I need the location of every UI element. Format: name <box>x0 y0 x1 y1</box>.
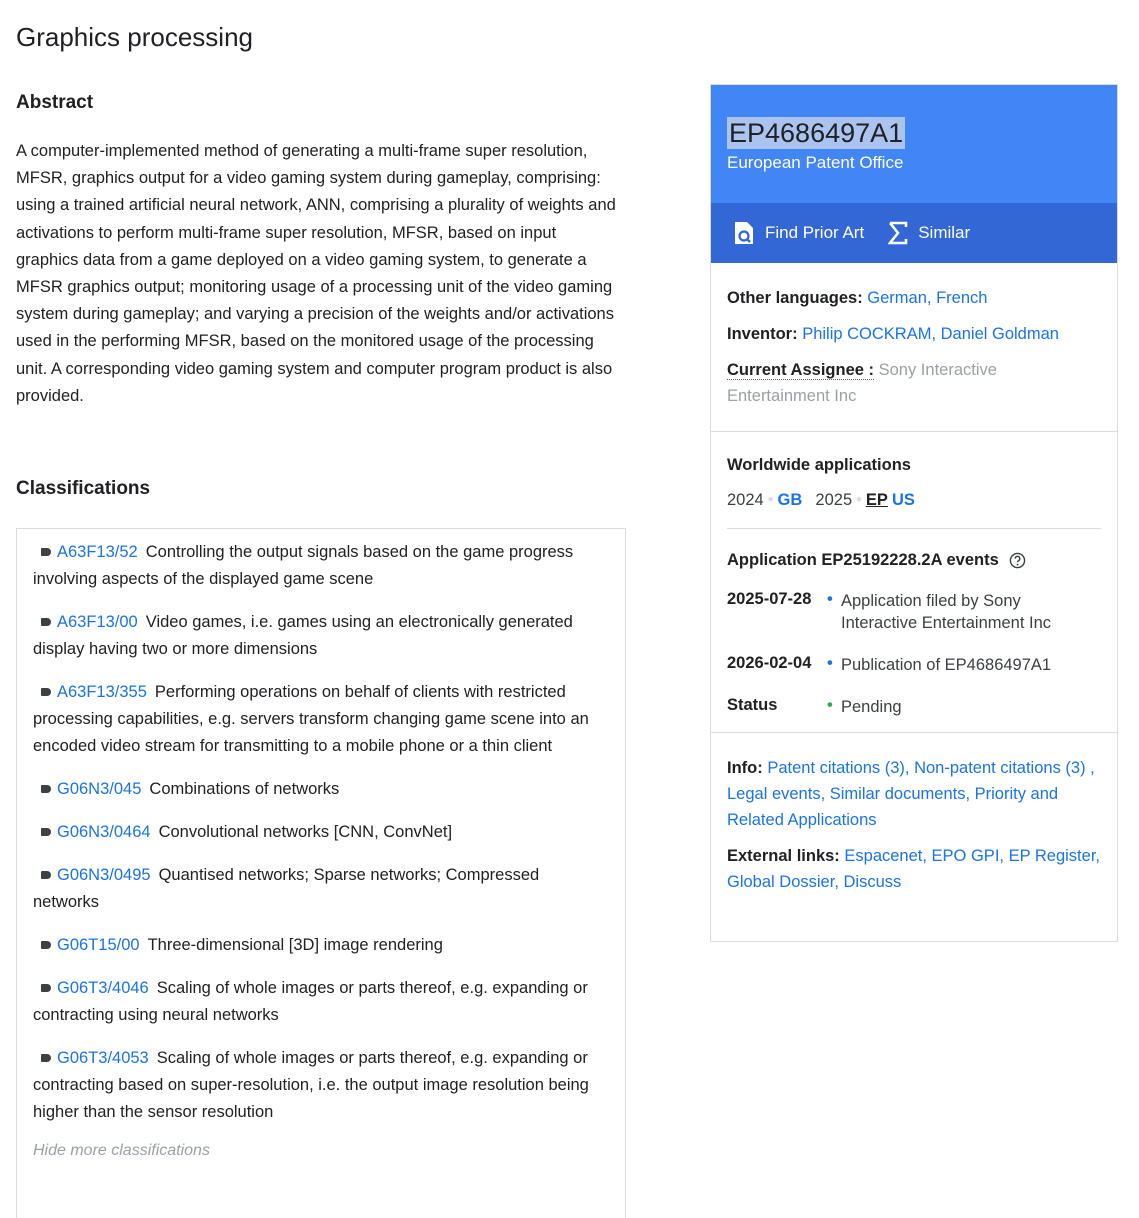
similar-label: Similar <box>918 223 971 242</box>
application-year: 2024 <box>727 491 764 509</box>
other-languages-label: Other languages: <box>727 289 863 307</box>
classification-desc: Scaling of whole images or parts thereof, e.g. expanding or contracting based on super-resolution, i.e. the output image resolution being higher than the sensor resolution <box>33 1049 589 1121</box>
find-prior-art-label: Find Prior Art <box>765 223 865 242</box>
event-dot-icon: • <box>827 654 833 672</box>
info-link-non-patent-citations[interactable]: Non-patent citations (3) <box>914 759 1091 777</box>
classification-item <box>33 679 609 760</box>
status-row <box>727 696 1101 718</box>
classification-item <box>33 609 609 663</box>
event-dot-icon: • <box>827 590 833 608</box>
event-date: 2025-07-28 <box>727 590 812 608</box>
external-link-epo-gpi[interactable]: EPO GPI <box>931 847 1000 865</box>
inventor-link[interactable]: Philip COCKRAM <box>802 325 932 343</box>
events-title <box>727 551 1101 570</box>
inventor-label: Inventor: <box>727 325 798 343</box>
inventor-link[interactable]: Daniel Goldman <box>940 325 1059 343</box>
event-text: Application filed by Sony Interactive Entertainment Inc <box>841 592 1052 632</box>
patent-office: European Patent Office <box>727 153 904 172</box>
sigma-icon <box>888 221 908 245</box>
tag-icon <box>41 688 51 696</box>
event-text: Publication of EP4686497A1 <box>841 656 1052 674</box>
info-link-legal-events[interactable]: Legal events <box>727 785 821 803</box>
classification-code-link[interactable]: G06N3/0464 <box>57 823 151 841</box>
classification-desc: Convolutional networks [CNN, ConvNet] <box>158 823 453 841</box>
inventor-row: Inventor: Philip COCKRAM, Daniel Goldman <box>727 325 1059 343</box>
tag-icon <box>41 618 51 626</box>
info-label: Info: <box>727 759 763 777</box>
tag-icon <box>41 785 51 793</box>
info-link-priority[interactable]: Priority and Related Applications <box>727 785 1059 829</box>
info-section <box>711 733 1117 895</box>
publication-number: EP4686497A1 <box>729 118 904 148</box>
tag-icon <box>41 941 51 949</box>
classification-code-link[interactable]: G06N3/045 <box>57 780 142 798</box>
page-title: Graphics processing <box>16 22 253 52</box>
worldwide-applications <box>711 432 1117 529</box>
classification-code-link[interactable]: A63F13/52 <box>57 543 138 561</box>
events-title-text: Application EP25192228.2A events <box>727 551 999 569</box>
external-link-espacenet[interactable]: Espacenet <box>844 847 923 865</box>
help-icon[interactable] <box>1009 552 1026 569</box>
tag-icon <box>41 548 51 556</box>
classification-desc: Scaling of whole images or parts thereof, e.g. expanding or contracting using neural networks <box>33 979 588 1024</box>
classification-desc: Controlling the output signals based on the game progress involving aspects of the displayed game scene <box>33 543 574 588</box>
country-link-us[interactable]: US <box>891 491 915 509</box>
language-link-french[interactable]: French <box>936 289 988 307</box>
classification-item <box>33 1045 609 1126</box>
patent-info-panel <box>710 84 1118 942</box>
panel-header <box>711 85 1117 203</box>
country-current-ep: EP <box>865 491 888 509</box>
classification-desc: Performing operations on behalf of clients with restricted processing capabilities, e.g. servers transform changing game scene into an encoded video stream for transmitting to a mobile phone or a thin client <box>33 683 589 755</box>
external-link-global-dossier[interactable]: Global Dossier <box>727 873 835 891</box>
classifications-heading: Classifications <box>16 478 151 499</box>
find-prior-art-button[interactable] <box>733 221 864 245</box>
classification-desc: Video games, i.e. games using an electronically generated display having two or more dimensions <box>33 613 573 658</box>
classification-item <box>33 862 609 916</box>
classification-code-link[interactable]: G06N3/0495 <box>57 866 151 884</box>
classification-code-link[interactable]: A63F13/00 <box>57 613 138 631</box>
language-link-german[interactable]: German <box>867 289 927 307</box>
classification-code-link[interactable]: G06T3/4053 <box>57 1049 149 1067</box>
classification-item <box>33 975 609 1029</box>
country-link-gb[interactable]: GB <box>777 491 803 509</box>
external-link-ep-register[interactable]: EP Register <box>1008 847 1096 865</box>
application-events <box>711 529 1117 733</box>
tag-icon <box>41 1054 51 1062</box>
abstract-heading: Abstract <box>16 92 94 113</box>
other-languages-row: Other languages: German, French <box>727 289 988 307</box>
tag-icon <box>41 828 51 836</box>
assignee-row <box>727 357 1101 409</box>
info-link-patent-citations[interactable]: Patent citations (3) <box>767 759 905 777</box>
tag-icon <box>41 871 51 879</box>
abstract-text: A computer-implemented method of generating a multi-frame super resolution, MFSR, graphics output for a video gaming system during gameplay, comprising: using a trained artificial neural network, ANN, comprising a plurality of weights and activations to perform multi-frame super resolution, MFSR, based on input graphics data from a game deployed on a video gaming system, to generate a MFSR graphics output; monitoring usage of a processing unit of the video gaming system during gameplay; and varying a precision of the weights and/or activations used in the performing MFSR, based on the monitored usage of the processing unit. A corresponding video gaming system and computer program product is also provided. <box>16 142 616 405</box>
classification-code-link[interactable]: A63F13/355 <box>57 683 147 701</box>
prior-art-search-icon <box>733 221 755 245</box>
classification-code-link[interactable]: G06T3/4046 <box>57 979 149 997</box>
classification-item <box>33 932 609 959</box>
event-date: 2026-02-04 <box>727 654 812 672</box>
similar-button[interactable] <box>888 221 970 245</box>
classification-item <box>33 539 609 593</box>
classification-item <box>33 776 609 803</box>
classification-desc: Combinations of networks <box>149 780 340 798</box>
worldwide-title: Worldwide applications <box>727 456 911 474</box>
classification-desc: Three-dimensional [3D] image rendering <box>147 936 443 954</box>
status-value: Pending <box>841 698 902 716</box>
meta-section <box>711 263 1117 432</box>
hide-more-classifications-link[interactable]: Hide more classifications <box>33 1142 210 1159</box>
event-row <box>727 590 1101 634</box>
classification-item <box>33 819 609 846</box>
external-links-label: External links: <box>727 847 840 865</box>
classifications-list <box>16 528 626 1218</box>
abstract-section <box>16 92 616 410</box>
tag-icon <box>41 984 51 992</box>
assignee-label: Current Assignee : <box>727 361 875 379</box>
external-links-row: External links: Espacenet, EPO GPI, EP Register, Global Dossier, Discuss <box>727 847 1100 891</box>
status-dot-icon: • <box>827 696 833 714</box>
classification-code-link[interactable]: G06T15/00 <box>57 936 140 954</box>
panel-actions <box>711 203 1117 263</box>
worldwide-row: 2024 • GB 2025 • EP US <box>727 491 1101 529</box>
status-label: Status <box>727 696 778 714</box>
assignee-value: Sony Interactive Entertainment Inc <box>727 361 997 405</box>
application-year: 2025 <box>815 491 853 509</box>
classification-desc: Quantised networks; Sparse networks; Compressed networks <box>33 866 540 911</box>
info-link-similar-documents[interactable]: Similar documents <box>829 785 966 803</box>
event-row <box>727 654 1101 676</box>
external-link-discuss[interactable]: Discuss <box>843 873 902 891</box>
info-row: Info: Patent citations (3), Non-patent citations (3) , Legal events, Similar documents, Priority and Related Applications <box>727 759 1095 829</box>
